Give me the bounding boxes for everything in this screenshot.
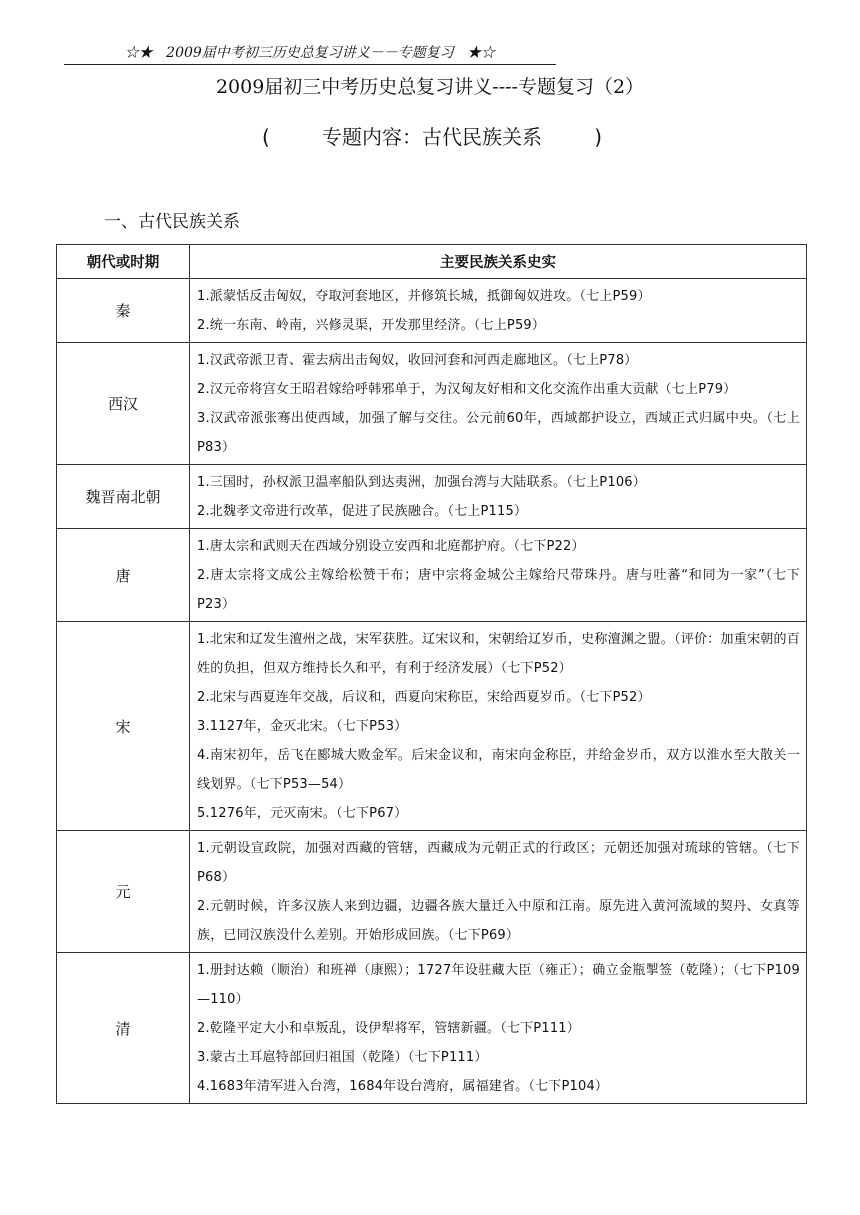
fact-line: 3.汉武帝派张骞出使西域，加强了解与交往。公元前60年，西域都护设立，西域正式归属中央。（七上P83）	[197, 411, 800, 455]
section-heading: 一、古代民族关系	[104, 212, 240, 232]
header-era: 朝代或时期	[57, 245, 190, 279]
facts-cell	[190, 953, 807, 1104]
fact-line: 2.北宋与西夏连年交战，后议和，西夏向宋称臣，宋给西夏岁币。（七下P52）	[197, 690, 651, 705]
table-header-row	[57, 245, 807, 279]
fact-line: 3.1127年，金灭北宋。（七下P53）	[197, 719, 408, 734]
fact-line: 1.派蒙恬反击匈奴，夺取河套地区，并修筑长城，抵御匈奴进攻。（七上P59）	[197, 289, 651, 304]
fact-line: 4.1683年清军进入台湾，1684年设台湾府，属福建省。（七下P104）	[197, 1079, 609, 1094]
facts-cell	[190, 343, 807, 465]
fact-line: 4.南宋初年，岳飞在郾城大败金军。后宋金议和，南宋向金称臣，并给金岁币，双方以淮水至大散关一线划界。（七下P53—54）	[197, 748, 800, 792]
era-cell: 唐	[57, 529, 190, 622]
table-row	[57, 465, 807, 529]
facts-cell	[190, 622, 807, 831]
era-cell: 宋	[57, 622, 190, 831]
fact-line: 2.唐太宗将文成公主嫁给松赞干布；唐中宗将金城公主嫁给尺带珠丹。唐与吐蕃“和同为一家”（七下P23）	[197, 568, 800, 612]
header-text: 2009届中考初三历史总复习讲义－－专题复习	[166, 45, 454, 61]
era-cell: 元	[57, 831, 190, 953]
era-cell: 清	[57, 953, 190, 1104]
document-title: 2009届初三中考历史总复习讲义----专题复习（2）	[215, 76, 645, 98]
topic-subtitle	[262, 123, 602, 151]
era-cell: 魏晋南北朝	[57, 465, 190, 529]
fact-line: 1.三国时，孙权派卫温率船队到达夷洲，加强台湾与大陆联系。（七上P106）	[197, 475, 646, 490]
fact-line: 2.乾隆平定大小和卓叛乱，设伊犁将军，管辖新疆。（七下P111）	[197, 1021, 580, 1036]
fact-line: 2.元朝时候，许多汉族人来到边疆，边疆各族大量迁入中原和江南。原先进入黄河流域的契丹、女真等族，已同汉族没什么差别。开始形成回族。（七下P69）	[197, 899, 800, 943]
table-row	[57, 529, 807, 622]
table-row	[57, 279, 807, 343]
header-right-stars: ★☆	[467, 45, 496, 61]
facts-cell	[190, 529, 807, 622]
table-row	[57, 953, 807, 1104]
facts-cell	[190, 279, 807, 343]
fact-line: 1.北宋和辽发生澶州之战，宋军获胜。辽宋议和，宋朝给辽岁币，史称澶渊之盟。（评价：加重宋朝的百姓的负担，但双方维持长久和平，有利于经济发展）（七下P52）	[197, 632, 800, 676]
fact-line: 1.册封达赖（顺治）和班禅（康熙）；1727年设驻藏大臣（雍正）；确立金瓶掣签（乾隆）；（七下P109—110）	[197, 963, 800, 1007]
running-header	[64, 44, 556, 65]
fact-line: 2.统一东南、岭南，兴修灵渠，开发那里经济。（七上P59）	[197, 318, 546, 333]
table-row	[57, 343, 807, 465]
fact-line: 2.汉元帝将宫女王昭君嫁给呼韩邪单于，为汉匈友好相和文化交流作出重大贡献（七上P79）	[197, 382, 737, 397]
fact-line: 1.汉武帝派卫青、霍去病出击匈奴，收回河套和河西走廊地区。（七上P78）	[197, 353, 638, 368]
table-row	[57, 831, 807, 953]
ethnic-relations-table	[56, 244, 807, 1104]
facts-cell	[190, 465, 807, 529]
fact-line: 5.1276年，元灭南宋。（七下P67）	[197, 806, 408, 821]
subtitle-close-paren: )	[594, 125, 602, 149]
header-left-stars: ☆★	[124, 45, 153, 61]
facts-cell	[190, 831, 807, 953]
header-facts: 主要民族关系史实	[190, 245, 807, 279]
table-row	[57, 622, 807, 831]
fact-line: 1.元朝设宣政院，加强对西藏的管辖，西藏成为元朝正式的行政区；元朝还加强对琉球的管辖。（七下P68）	[197, 841, 800, 885]
fact-line: 2.北魏孝文帝进行改革，促进了民族融合。（七上P115）	[197, 504, 528, 519]
fact-line: 1.唐太宗和武则天在西域分别设立安西和北庭都护府。（七下P22）	[197, 539, 585, 554]
subtitle-open-paren: (	[262, 125, 270, 149]
fact-line: 3.蒙古土耳扈特部回归祖国（乾隆）（七下P111）	[197, 1050, 488, 1065]
era-cell: 秦	[57, 279, 190, 343]
era-cell: 西汉	[57, 343, 190, 465]
subtitle-text: 专题内容：古代民族关系	[322, 125, 542, 149]
